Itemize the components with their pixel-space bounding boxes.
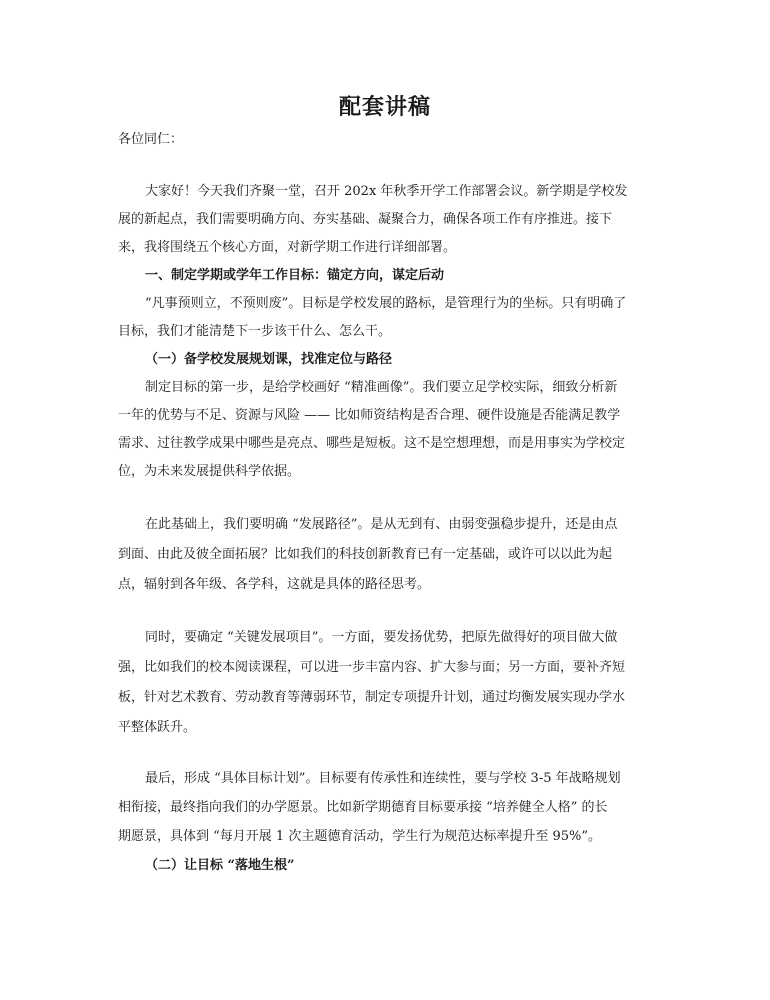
paragraph-line: 相衔接，最终指向我们的办学愿景。比如新学期德育目标要承接 “培养健全人格” 的长 (118, 800, 608, 815)
paragraph-line: 来，我将围绕五个核心方面，对新学期工作进行详细部署。 (118, 240, 457, 255)
paragraph-line: 到面、由此及彼全面拓展？比如我们的科技创新教育已有一定基础，或许可以以此为起 (118, 547, 613, 562)
subsection-heading: （二）让目标 “落地生根” (145, 858, 295, 873)
greeting: 各位同仁： (118, 132, 184, 147)
section-heading: 一、制定学期或学年工作目标：锚定方向，谋定后动 (145, 268, 445, 283)
paragraph-line: 大家好！今天我们齐聚一堂，召开 202x 年秋季开学工作部署会议。新学期是学校发 (145, 184, 628, 199)
paragraph-line: 期愿景，具体到 “每月开展 1 次主题德育活动，学生行为规范达标率提升至 95%”。 (118, 829, 601, 844)
paragraph-line: 点，辐射到各年级、各学科，这就是具体的路径思考。 (118, 577, 431, 592)
paragraph-line: “凡事预则立，不预则废”。目标是学校发展的路标，是管理行为的坐标。只有明确了 (145, 296, 627, 311)
paragraph-line: 同时，要确定 “关键发展项目”。一方面，要发扬优势，把原先做得好的项目做大做 (145, 630, 618, 645)
subsection-heading: （一）备学校发展规划课，找准定位与路径 (145, 352, 393, 367)
paragraph-line: 板，针对艺术教育、劳动教育等薄弱环节，制定专项提升计划，通过均衡发展实现办学水 (118, 690, 626, 705)
paragraph-line: 最后，形成 “具体目标计划”。目标要有传承性和连续性，要与学校 3-5 年战略规划 (145, 771, 621, 786)
paragraph-line: 强，比如我们的校本阅读课程，可以进一步丰富内容、扩大参与面；另一方面，要补齐短 (118, 660, 626, 675)
paragraph-line: 需求、过往教学成果中哪些是亮点、哪些是短板。这不是空想理想，而是用事实为学校定 (118, 436, 626, 451)
paragraph-line: 目标，我们才能清楚下一步该干什么、怎么干。 (118, 324, 392, 339)
document-title: 配套讲稿 (338, 94, 431, 120)
paragraph-line: 制定目标的第一步，是给学校画好 “精准画像”。我们要立足学校实际，细致分析新 (145, 380, 618, 395)
paragraph-line: 平整体跃升。 (118, 720, 197, 735)
paragraph-line: 位，为未来发展提供科学依据。 (118, 464, 301, 479)
paragraph-line: 一年的优势与不足、资源与风险 —— 比如师资结构是否合理、硬件设施是否能满足教学 (118, 408, 621, 423)
paragraph-line: 在此基础上，我们要明确 “发展路径”。是从无到有、由弱变强稳步提升，还是由点 (145, 517, 618, 532)
paragraph-line: 展的新起点，我们需要明确方向、夯实基础、凝聚合力，确保各项工作有序推进。接下 (118, 212, 613, 227)
